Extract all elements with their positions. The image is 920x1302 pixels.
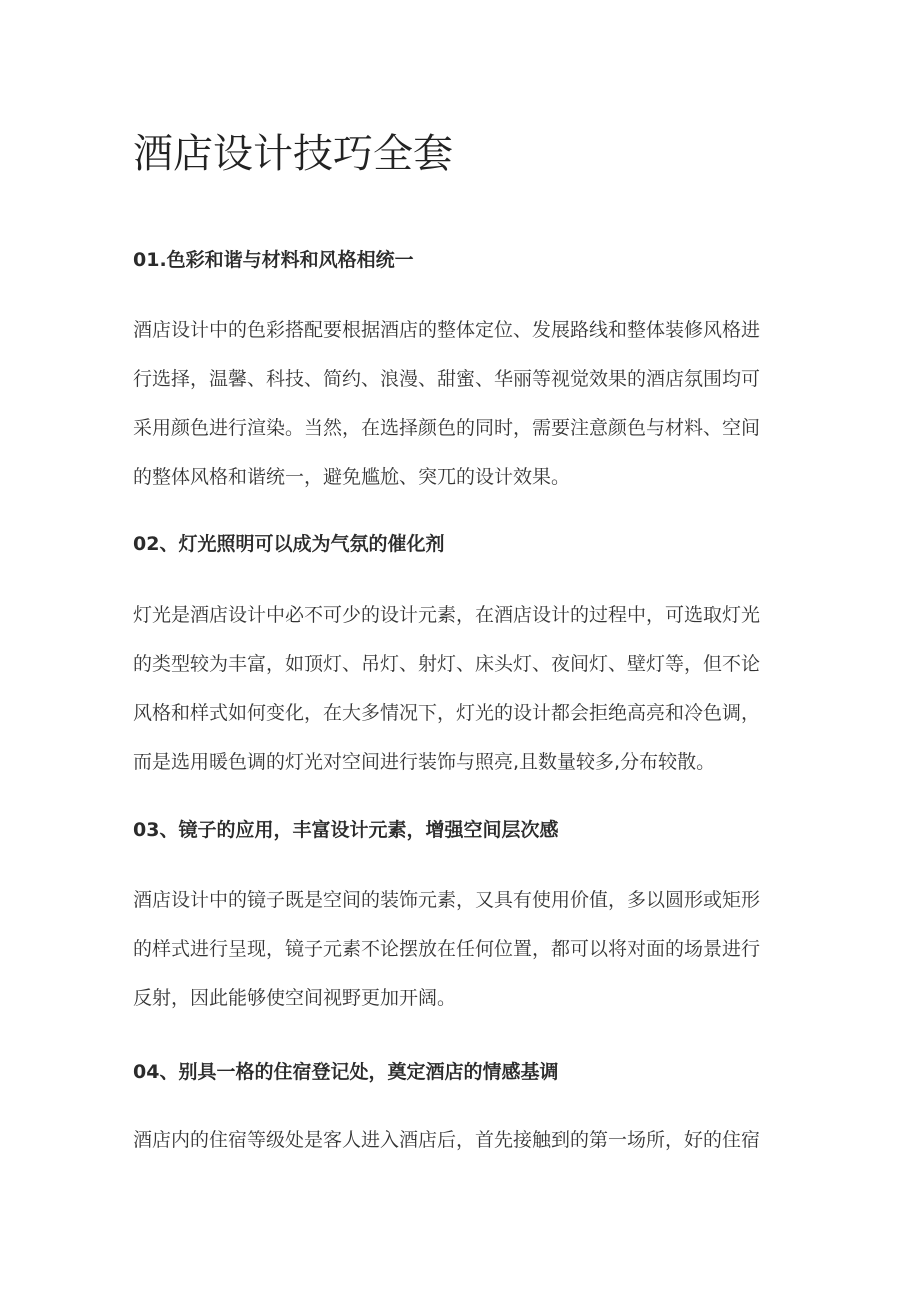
section-heading-02: 02、灯光照明可以成为气氛的催化剂 xyxy=(133,533,445,555)
paragraph-line: 行选择，温馨、科技、简约、浪漫、甜蜜、华丽等视觉效果的酒店氛围均可 xyxy=(133,368,761,390)
paragraph-line: 酒店设计中的镜子既是空间的装饰元素，又具有使用价值，多以圆形或矩形 xyxy=(133,889,761,911)
section-paragraph-04 xyxy=(133,1122,760,1171)
paragraph-line: 风格和样式如何变化，在大多情况下，灯光的设计都会拒绝高亮和冷色调， xyxy=(133,702,761,724)
paragraph-line: 采用颜色进行渲染。当然，在选择颜色的同时，需要注意颜色与材料、空间 xyxy=(133,417,761,439)
section-paragraph-01 xyxy=(133,312,760,508)
paragraph-line: 酒店设计中的色彩搭配要根据酒店的整体定位、发展路线和整体装修风格进 xyxy=(133,319,761,341)
paragraph-line: 酒店内的住宿等级处是客人进入酒店后，首先接触到的第一场所，好的住宿 xyxy=(133,1129,761,1151)
paragraph-line: 灯光是酒店设计中必不可少的设计元素，在酒店设计的过程中，可选取灯光 xyxy=(133,604,761,626)
paragraph-line: 反射，因此能够使空间视野更加开阔。 xyxy=(133,987,457,1009)
paragraph-line: 的整体风格和谐统一，避免尴尬、突兀的设计效果。 xyxy=(133,466,571,488)
section-paragraph-03 xyxy=(133,882,760,1029)
paragraph-line: 的样式进行呈现，镜子元素不论摆放在任何位置，都可以将对面的场景进行 xyxy=(133,938,761,960)
paragraph-line: 的类型较为丰富，如顶灯、吊灯、射灯、床头灯、夜间灯、壁灯等，但不论 xyxy=(133,653,761,675)
document-title: 酒店设计技巧全套 xyxy=(133,131,453,177)
paragraph-line: 而是选用暖色调的灯光对空间进行装饰与照亮,且数量较多,分布较散。 xyxy=(133,751,716,773)
section-heading-01: 01.色彩和谐与材料和风格相统一 xyxy=(133,249,414,271)
section-heading-03: 03、镜子的应用，丰富设计元素，增强空间层次感 xyxy=(133,819,559,841)
section-heading-04: 04、别具一格的住宿登记处，奠定酒店的情感基调 xyxy=(133,1061,559,1083)
section-paragraph-02 xyxy=(133,597,760,793)
